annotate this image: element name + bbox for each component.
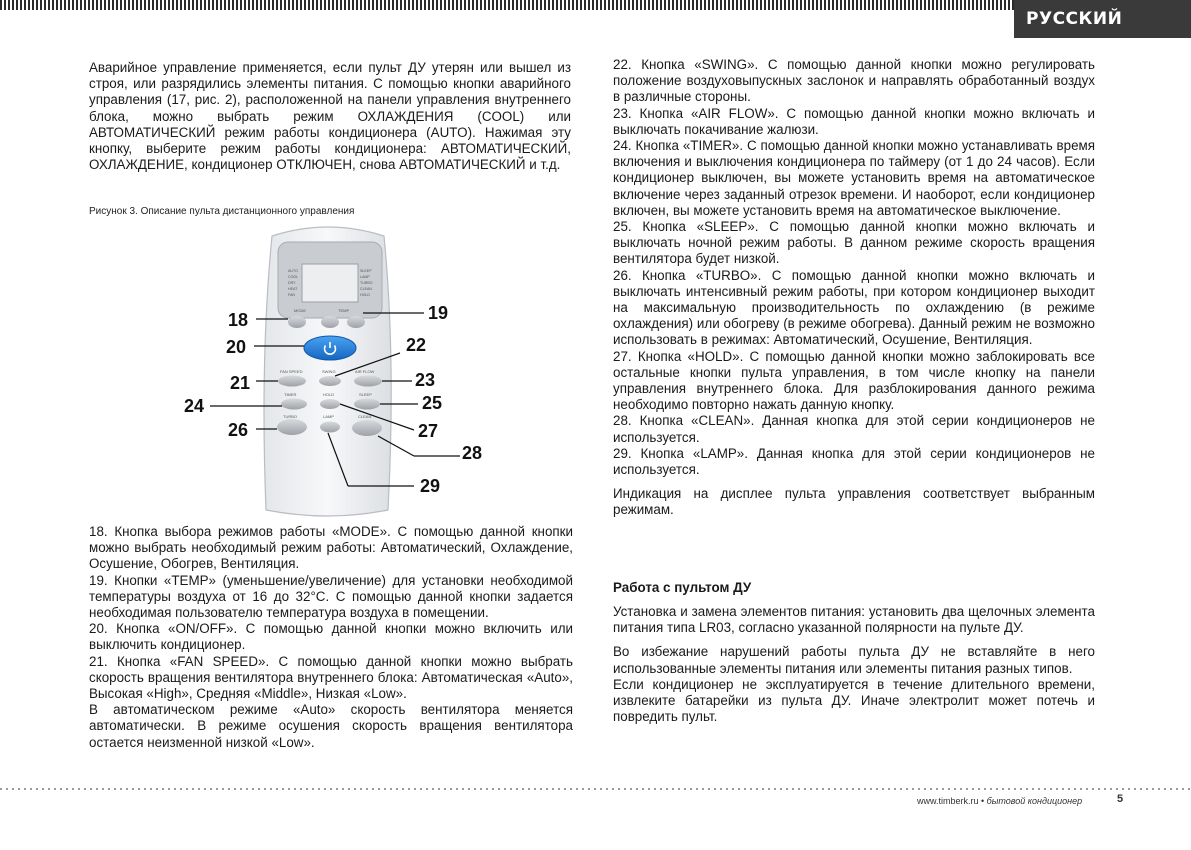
- separator: •: [978, 796, 987, 806]
- button-label: FAN SPEED: [280, 369, 303, 374]
- paragraph: 18. Кнопка выбора режимов работы «MODE». С помощью данной кнопки можно выбрать необходимый режим работы: Автоматический, Охлаждение, Осушение, Обогрев, Вентиляция.: [89, 524, 573, 572]
- button-label: SWING: [322, 369, 336, 374]
- paragraph: Если кондиционер не эксплуатируется в течение длительного времени, извлеките батарейки из пульта ДУ. Иначе электролит может потечь и повредить пульт.: [613, 676, 1095, 725]
- air-flow-button[interactable]: [354, 376, 382, 387]
- display-label: HEAT: [288, 287, 298, 291]
- paragraph: 22. Кнопка «SWING». С помощью данной кнопки можно регулировать положение воздуховыпускных заслонок и направлять обработанный воздух в различные стороны.: [613, 57, 1095, 105]
- display-label: AUTO: [288, 269, 298, 273]
- button-label: LAMP: [323, 414, 334, 419]
- page-number: 5: [1117, 793, 1124, 805]
- fan-speed-button[interactable]: [278, 376, 306, 387]
- paragraph: 19. Кнопки «TEMP» (уменьшение/увеличение) для установки необходимой температуры воздуха от 16 до 32°C. С помощью данной кнопки задается необходимая пользователю температура воздуха в помещении.: [89, 572, 573, 621]
- footer-website: [917, 796, 1082, 806]
- callout-number: 20: [226, 337, 247, 357]
- display-label: FAN: [288, 293, 295, 297]
- sleep-button[interactable]: [354, 399, 380, 410]
- swing-button[interactable]: [319, 376, 341, 386]
- display-label: CLEAN: [360, 287, 372, 291]
- site-link[interactable]: www.timberk.ru: [917, 796, 979, 806]
- button-label: TIMER: [284, 392, 297, 397]
- button-label: MODE: [294, 308, 306, 313]
- tagline: бытовой кондиционер: [986, 796, 1083, 806]
- remote-illustration: [170, 218, 500, 523]
- display-label: HOLD: [360, 293, 370, 297]
- button-label: TURBO: [283, 414, 297, 419]
- paragraph: 21. Кнопка «FAN SPEED». С помощью данной кнопки можно выбрать скорость вращения вентилятора внутреннего блока: Автоматическая «Auto», Высокая «High», Средняя «Middle», Низкая «Low».: [89, 653, 573, 702]
- display-label: LAMP: [360, 275, 370, 279]
- paragraph: 20. Кнопка «ON/OFF». С помощью данной кнопки можно включить или выключить кондиционер.: [89, 621, 573, 653]
- paragraph: 29. Кнопка «LAMP». Данная кнопка для этой серии кондиционеров не используется.: [613, 445, 1095, 478]
- temp-up-button[interactable]: [347, 316, 365, 328]
- mode-button[interactable]: [288, 316, 306, 328]
- button-label: SLEEP: [359, 392, 372, 397]
- section-title: Работа с пультом ДУ: [613, 580, 752, 595]
- display-label: DRY: [288, 281, 296, 285]
- callout-number: 25: [422, 393, 443, 413]
- paragraph: Установка и замена элементов питания: установить два щелочных элемента питания типа LR03, согласно указанной полярности на пульте ДУ.: [613, 604, 1095, 636]
- button-label: AIR FLOW: [355, 369, 375, 374]
- temp-down-button[interactable]: [321, 316, 339, 328]
- remote-control-figure: [170, 218, 500, 523]
- paragraph: В автоматическом режиме «Auto» скорость вентилятора меняется автоматически. В режиме осушения скорость вращения вентилятора остается неизменной низкой «Low».: [89, 702, 573, 750]
- footer-divider: [0, 788, 1191, 790]
- callout-number: 27: [418, 421, 439, 441]
- paragraph: 26. Кнопка «TURBO». С помощью данной кнопки можно включать и выключать интенсивный режим работы, при котором кондиционер выходит на максимальную производительность по охлаждению (в режиме охлаждения) или обогреву (в режиме обогрева). Данный режим не возможно использовать в режимах: Автоматический, Осушение, Вентиляция.: [613, 267, 1095, 348]
- figure-caption: Рисунок 3. Описание пульта дистанционного управления: [89, 206, 355, 217]
- button-label: TEMP: [338, 308, 350, 313]
- paragraph: 25. Кнопка «SLEEP». С помощью данной кнопки можно включать и выключать ночной режим работы. В данном режиме скорость вращения вентилятора будет низкой.: [613, 219, 1095, 267]
- callout-number: 23: [415, 370, 436, 390]
- lamp-button[interactable]: [320, 422, 340, 433]
- paragraph: Аварийное управление применяется, если пульт ДУ утерян или вышел из строя, или разрядились элементы питания. С помощью кнопки аварийного управления (17, рис. 2), расположенной на панели управления внутреннего блока, можно выбрать режим ОХЛАЖДЕНИЯ (COOL) или АВТОМАТИЧЕСКИЙ режим работы кондиционера (AUTO). Нажимая эту кнопку, выберите режим работы кондиционера: АВТОМАТИЧЕСКИЙ, ОХЛАЖДЕНИЕ, кондиционер ОТКЛЮЧЕН, снова АВТОМАТИЧЕСКИЙ и т.д.: [89, 60, 571, 173]
- button-label: HOLD: [323, 392, 335, 397]
- button-label: CLEAN: [358, 414, 372, 419]
- callout-number: 21: [230, 373, 251, 393]
- callout-number: 28: [462, 443, 483, 463]
- callout-number: 18: [228, 310, 249, 330]
- callout-number: 22: [406, 335, 427, 355]
- turbo-button[interactable]: [277, 419, 307, 435]
- paragraph: Во избежание нарушений работы пульта ДУ не вставляйте в него использованные элементы питания или элементы питания разных типов.: [613, 644, 1095, 676]
- paragraph: 23. Кнопка «AIR FLOW». С помощью данной кнопки можно включать и выключать покачивание жалюзи.: [613, 105, 1095, 137]
- callout-number: 29: [420, 476, 441, 496]
- callout-number: 24: [184, 396, 205, 416]
- paragraph: 28. Кнопка «CLEAN». Данная кнопка для этой серии кондиционеров не используется.: [613, 413, 1095, 445]
- paragraph: Индикация на дисплее пульта управления соответствует выбранным режимам.: [613, 486, 1095, 518]
- hold-button[interactable]: [320, 399, 340, 409]
- lcd-screen: [302, 264, 358, 302]
- display-label: SLEEP: [360, 269, 372, 273]
- timer-button[interactable]: [281, 399, 307, 410]
- callout-number: 19: [428, 303, 449, 323]
- button-descriptions-right: [613, 57, 1095, 519]
- remote-usage-text: [613, 604, 1095, 725]
- clean-button[interactable]: [352, 420, 382, 436]
- display-label: TURBO: [360, 281, 373, 285]
- paragraph: 27. Кнопка «HOLD». С помощью данной кнопки можно заблокировать все остальные кнопки пульта управления, в том числе кнопку на панели управления внутреннего блока. Для разблокирования данного режима необходимо повторно нажать данную кнопку.: [613, 348, 1095, 413]
- display-label: COOL: [288, 275, 299, 279]
- top-decorative-bar: [0, 0, 1191, 10]
- paragraph: 24. Кнопка «TIMER». С помощью данной кнопки можно устанавливать время включения и выключения кондиционера по таймеру (от 1 до 24 часов). Если кондиционер выключен, вы можете установить время на автоматическое включение через заданный отрезок времени. И наоборот, если кондиционер включен, вы можете установить время на автоматическое выключение.: [613, 138, 1095, 218]
- callout-number: 26: [228, 420, 249, 440]
- button-descriptions-left: [89, 524, 573, 751]
- language-tab: РУССКИЙ: [1014, 0, 1191, 38]
- emergency-control-text: [89, 60, 571, 173]
